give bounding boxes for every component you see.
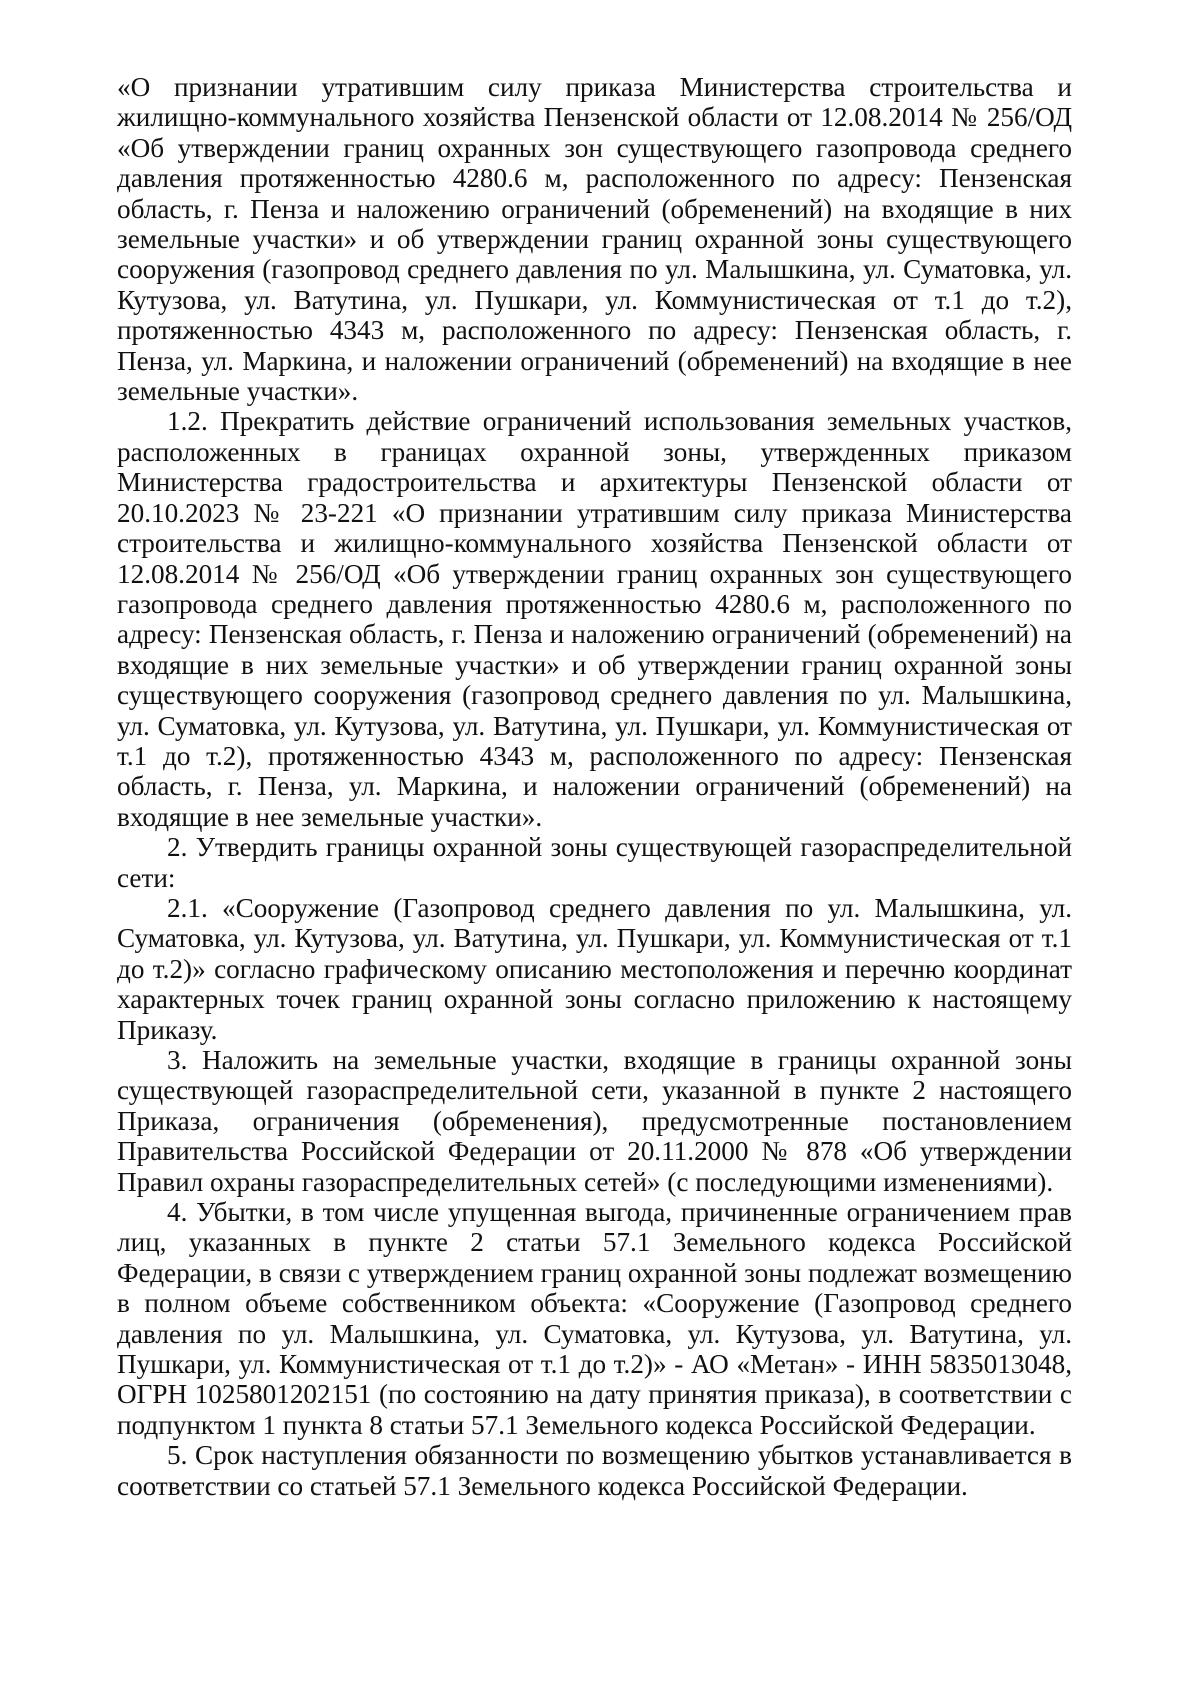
paragraph-item-2: 2. Утвердить границы охранной зоны существующей газораспределительной сети: xyxy=(117,832,1072,893)
paragraph-item-4: 4. Убытки, в том числе упущенная выгода, причиненные ограничением прав лиц, указанных в пункте 2 статьи 57.1 Земельного кодекса Российской Федерации, в связи с утверждением границ охранной зоны подлежат возмещению в полном объеме собственником объекта: «Сооружение (Газопровод среднего давления по ул. Малышкина, ул. Суматовка, ул. Кутузова, ул. Ватутина, ул. Пушкари, ул. Коммунистическая от т.1 до т.2)» - АО «Метан» - ИНН 5835013048, ОГРН 1025801202151 (по состоянию на дату принятия приказа), в соответствии с подпунктом 1 пункта 8 статьи 57.1 Земельного кодекса Российской Федерации. xyxy=(117,1197,1072,1440)
paragraph-continuation: «О признании утратившим силу приказа Министерства строительства и жилищно-коммунального хозяйства Пензенской области от 12.08.2014 № 256/ОД «Об утверждении границ охранных зон существующего газопровода среднего давления протяженностью 4280.6 м, расположенного по адресу: Пензенская область, г. Пенза и наложению ограничений (обременений) на входящие в них земельные участки» и об утверждении границ охранной зоны существующего сооружения (газопровод среднего давления по ул. Малышкина, ул. Суматовка, ул. Кутузова, ул. Ватутина, ул. Пушкари, ул. Коммунистическая от т.1 до т.2), протяженностью 4343 м, расположенного по адресу: Пензенская область, г. Пенза, ул. Маркина, и наложении ограничений (обременений) на входящие в нее земельные участки». xyxy=(117,72,1072,407)
paragraph-item-1-2: 1.2. Прекратить действие ограничений использования земельных участков, расположенных в границах охранной зоны, утвержденных приказом Министерства градостроительства и архитектуры Пензенской области от 20.10.2023 № 23-221 «О признании утратившим силу приказа Министерства строительства и жилищно-коммунального хозяйства Пензенской области от 12.08.2014 № 256/ОД «Об утверждении границ охранных зон существующего газопровода среднего давления протяженностью 4280.6 м, расположенного по адресу: Пензенская область, г. Пенза и наложению ограничений (обременений) на входящие в них земельные участки» и об утверждении границ охранной зоны существующего сооружения (газопровод среднего давления по ул. Малышкина, ул. Суматовка, ул. Кутузова, ул. Ватутина, ул. Пушкари, ул. Коммунистическая от т.1 до т.2), протяженностью 4343 м, расположенного по адресу: Пензенская область, г. Пенза, ул. Маркина, и наложении ограничений (обременений) на входящие в нее земельные участки». xyxy=(117,406,1072,832)
paragraph-item-2-1: 2.1. «Сооружение (Газопровод среднего давления по ул. Малышкина, ул. Суматовка, ул. Кутузова, ул. Ватутина, ул. Пушкари, ул. Коммунистическая от т.1 до т.2)» согласно графическому описанию местоположения и перечню координат характерных точек границ охранной зоны согласно приложению к настоящему Приказу. xyxy=(117,892,1072,1045)
paragraph-item-5: 5. Срок наступления обязанности по возмещению убытков устанавливается в соответствии со статьей 57.1 Земельного кодекса Российской Федерации. xyxy=(117,1440,1072,1501)
paragraph-item-3: 3. Наложить на земельные участки, входящие в границы охранной зоны существующей газораспределительной сети, указанной в пункте 2 настоящего Приказа, ограничения (обременения), предусмотренные постановлением Правительства Российской Федерации от 20.11.2000 № 878 «Об утверждении Правил охраны газораспределительных сетей» (с последующими изменениями). xyxy=(117,1045,1072,1197)
document-page xyxy=(117,72,1072,1501)
